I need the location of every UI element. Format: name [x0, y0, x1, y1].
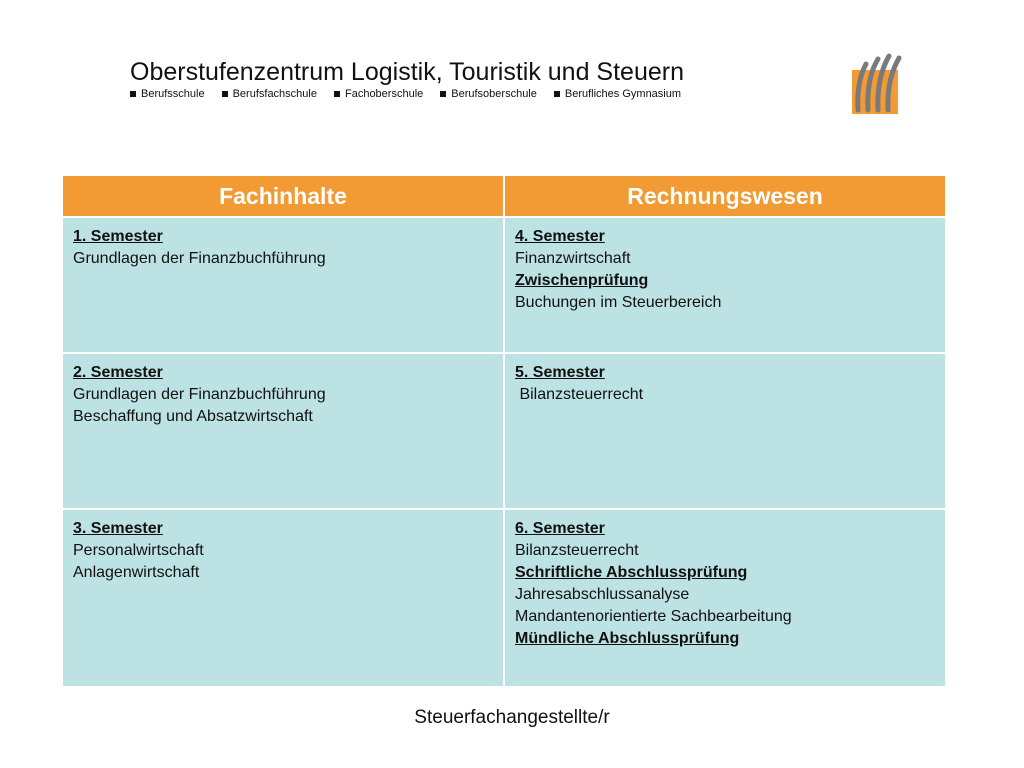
square-bullet-icon	[334, 91, 340, 97]
table-cell	[62, 509, 504, 687]
school-type-item	[222, 87, 317, 101]
school-type-item	[440, 87, 537, 101]
table-row	[62, 509, 946, 687]
school-type-label: Berufliches Gymnasium	[564, 88, 682, 100]
table-cell	[504, 353, 946, 509]
table-cell	[504, 509, 946, 687]
square-bullet-icon	[440, 91, 446, 97]
course-line: Buchungen im Steuerbereich	[515, 294, 722, 311]
column-header-fachinhalte: Fachinhalte	[62, 175, 504, 217]
course-line: Beschaffung und Absatzwirtschaft	[73, 408, 313, 425]
school-type-label: Fachoberschule	[344, 88, 424, 100]
course-line: Finanzwirtschaft	[515, 250, 631, 267]
table-row	[62, 353, 946, 509]
semester-heading: 6. Semester	[515, 520, 605, 537]
curriculum-table-container	[61, 174, 947, 682]
school-type-item	[554, 87, 681, 101]
school-types-list	[130, 87, 681, 101]
curriculum-table	[61, 174, 947, 688]
semester-heading: 2. Semester	[73, 364, 163, 381]
course-line: Anlagenwirtschaft	[73, 564, 200, 581]
course-line: Bilanzsteuerrecht	[515, 542, 639, 559]
school-type-label: Berufsoberschule	[451, 88, 537, 100]
course-line: Grundlagen der Finanzbuchführung	[73, 250, 326, 267]
course-line: Jahresabschlussanalyse	[515, 586, 690, 603]
school-type-label: Berufsfachschule	[232, 88, 317, 100]
semester-heading: 4. Semester	[515, 228, 605, 245]
table-row	[62, 217, 946, 353]
square-bullet-icon	[554, 91, 560, 97]
course-line: Grundlagen der Finanzbuchführung	[73, 386, 326, 403]
course-line: Personalwirtschaft	[73, 542, 204, 559]
exam-line: Mündliche Abschlussprüfung	[515, 630, 740, 647]
exam-line: Zwischenprüfung	[515, 272, 649, 289]
course-line: Bilanzsteuerrecht	[515, 386, 644, 403]
table-cell	[504, 217, 946, 353]
semester-heading: 5. Semester	[515, 364, 605, 381]
school-type-item	[130, 87, 205, 101]
semester-heading: 1. Semester	[73, 228, 163, 245]
table-cell	[62, 217, 504, 353]
exam-line: Schriftliche Abschlussprüfung	[515, 564, 748, 581]
footer-label: Steuerfachangestellte/r	[414, 707, 610, 728]
school-type-item	[334, 87, 423, 101]
column-header-rechnungswesen: Rechnungswesen	[504, 175, 946, 217]
table-header-row	[62, 175, 946, 217]
table-cell	[62, 353, 504, 509]
school-logo-icon	[846, 52, 904, 116]
header-title: Oberstufenzentrum Logistik, Touristik und Steuern	[130, 58, 684, 86]
course-line: Mandantenorientierte Sachbearbeitung	[515, 608, 792, 625]
square-bullet-icon	[222, 91, 228, 97]
square-bullet-icon	[130, 91, 136, 97]
semester-heading: 3. Semester	[73, 520, 163, 537]
school-type-label: Berufsschule	[141, 88, 205, 100]
